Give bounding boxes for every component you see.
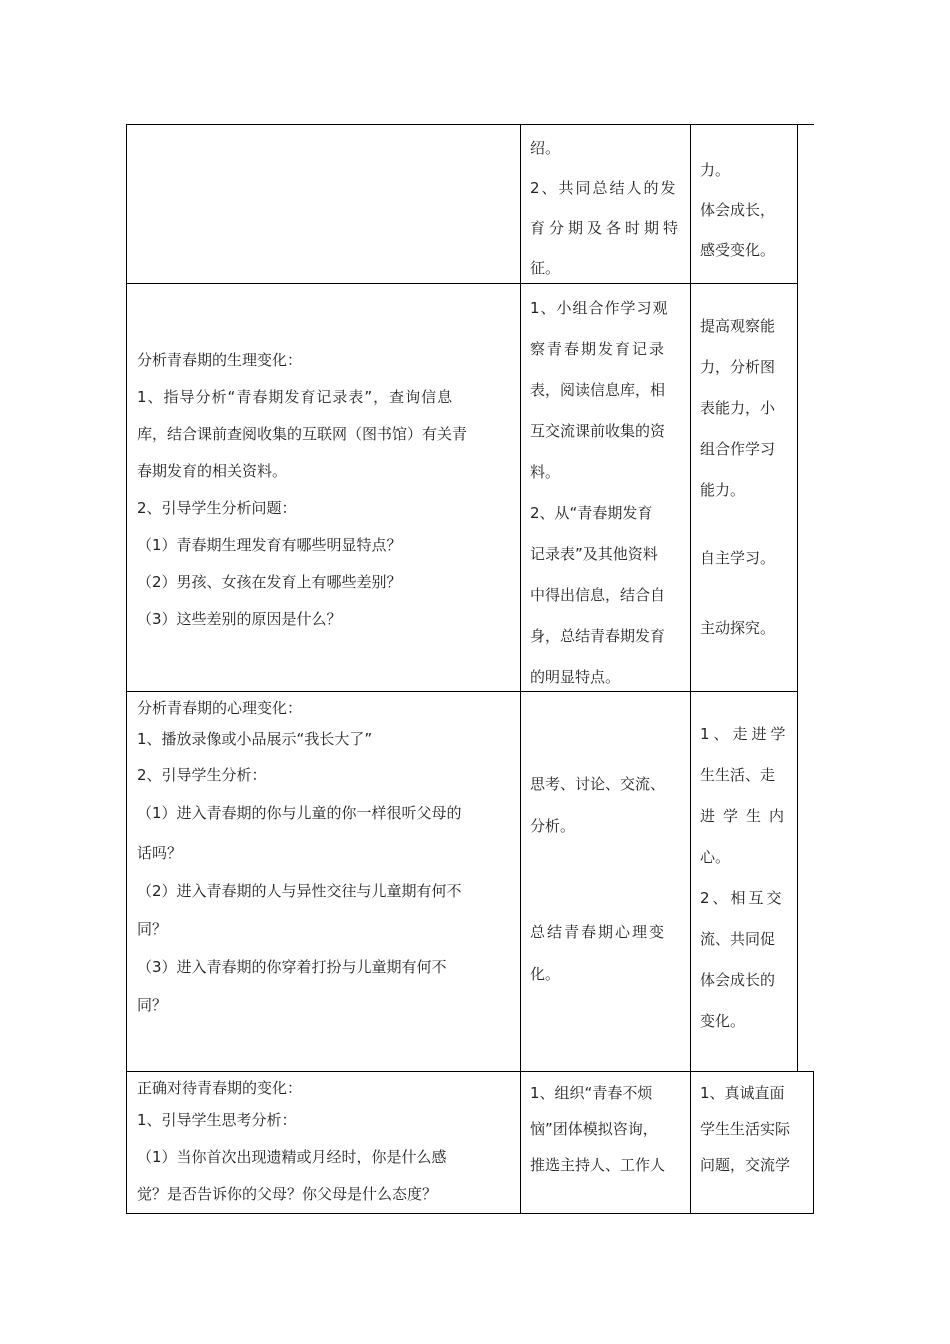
text-line: 育分期及各时期特: [530, 219, 683, 237]
text-line: （2）男孩、女孩在发育上有哪些差别？: [137, 573, 402, 591]
row2-content-cell: [137, 342, 517, 638]
text-line: （1）进入青春期的你与儿童的你一样很听父母的: [137, 804, 462, 822]
table-border-bottom: [126, 1213, 814, 1214]
text-line: 料。: [530, 463, 561, 481]
text-line: 力，分析图: [700, 358, 776, 376]
text-line: （3）这些差别的原因是什么？: [137, 610, 342, 628]
text-line: 2、引导学生分析：: [137, 766, 267, 784]
text-line: 体会成长，: [700, 201, 776, 219]
text-line: 感受变化。: [700, 241, 776, 259]
text-line: 思考、讨论、交流、: [530, 775, 666, 793]
row-divider-1: [126, 283, 798, 284]
text-line: （3）进入青春期的你穿着打扮与儿童期有何不: [137, 958, 447, 976]
row2-intent-cell: [700, 306, 795, 649]
text-line: 1、小组合作学习观: [530, 299, 669, 317]
text-line: 体会成长的: [700, 971, 776, 989]
row4-content-cell: [137, 1074, 517, 1212]
text-line: 互交流课前收集的资: [530, 422, 666, 440]
text-line: 绍。: [530, 139, 561, 157]
text-line: 2、从“青春期发育: [530, 504, 653, 522]
row3-intent-cell: [700, 714, 795, 1042]
row3-content-cell: [137, 695, 517, 1025]
text-line: 库，结合课前查阅收集的互联网（图书馆）有关青: [137, 425, 468, 443]
text-line: 同？: [137, 920, 168, 938]
text-line: 同？: [137, 996, 168, 1014]
text-line: 恼”团体模拟咨询，: [530, 1120, 658, 1138]
text-line: 心。: [700, 848, 731, 866]
table-border-top: [126, 124, 814, 125]
text-line: 1、引导学生思考分析：: [137, 1111, 297, 1129]
text-line: 1、真诚直面: [700, 1084, 785, 1102]
text-line: （2）进入青春期的人与异性交往与儿童期有何不: [137, 882, 462, 900]
text-line: 变化。: [700, 1012, 746, 1030]
text-line: 分析青春期的心理变化：: [137, 699, 303, 717]
text-line: 正确对待青春期的变化：: [137, 1079, 303, 1097]
text-line: （1）当你首次出现遗精或月经时，你是什么感: [137, 1148, 447, 1166]
text-line: 进学生内: [700, 807, 793, 825]
text-line: 总结青春期心理变: [530, 923, 667, 941]
text-line: 力。: [700, 161, 731, 179]
row4-intent-cell: [700, 1075, 810, 1183]
row1-activity-cell: [530, 128, 685, 288]
text-line: （1）青春期生理发育有哪些明显特点？: [137, 536, 402, 554]
text-line: 表，阅读信息库，相: [530, 381, 666, 399]
row1-intent-cell: [700, 150, 795, 270]
text-line: 分析。: [530, 817, 576, 835]
table-border-left: [126, 124, 127, 1214]
text-line: 2、相互交: [700, 889, 785, 907]
text-line: 分析青春期的生理变化：: [137, 351, 303, 369]
row3-activity-cell: [530, 763, 685, 995]
row4-activity-cell: [530, 1075, 685, 1183]
column-divider-2: [690, 124, 691, 1214]
text-line: 话吗？: [137, 844, 183, 862]
text-line: 组合作学习: [700, 440, 776, 458]
text-line: 化。: [530, 965, 561, 983]
text-line: 察青春期发育记录: [530, 340, 667, 358]
text-line: 的明显特点。: [530, 668, 621, 686]
text-line: 1、走进学: [700, 725, 790, 743]
text-line: 2、共同总结人的发: [530, 179, 678, 197]
table-border-right-upper: [797, 124, 798, 1072]
text-line: 1、指导分析“青春期发育记录表”，查询信息: [137, 388, 454, 406]
row2-activity-cell: [530, 288, 685, 698]
text-line: 记录表”及其他资料: [530, 545, 658, 563]
text-line: 身，总结青春期发育: [530, 627, 666, 645]
table-border-right-lower: [813, 1071, 814, 1214]
text-line: 表能力，小: [700, 399, 776, 417]
text-line: 中得出信息，结合自: [530, 586, 666, 604]
text-line: 觉？是否告诉你的父母？你父母是什么态度？: [137, 1185, 438, 1203]
text-line: 流、共同促: [700, 930, 776, 948]
text-line: 2、引导学生分析问题：: [137, 499, 297, 517]
text-line: 1、组织“青春不烦: [530, 1084, 653, 1102]
text-line: 推选主持人、工作人: [530, 1156, 666, 1174]
row-divider-3: [126, 1071, 814, 1072]
text-line: 自主学习。: [700, 549, 776, 567]
text-line: 春期发育的相关资料。: [137, 462, 288, 480]
text-line: 1、播放录像或小品展示“我长大了”: [137, 730, 373, 748]
text-line: 主动探究。: [700, 619, 776, 637]
row-divider-2: [126, 691, 798, 692]
text-line: 提高观察能: [700, 317, 776, 335]
text-line: 征。: [530, 259, 561, 277]
column-divider-1: [520, 124, 521, 1214]
text-line: 能力。: [700, 481, 746, 499]
text-line: 学生生活实际: [700, 1120, 791, 1138]
text-line: 生生活、走: [700, 766, 776, 784]
text-line: 问题，交流学: [700, 1156, 791, 1174]
